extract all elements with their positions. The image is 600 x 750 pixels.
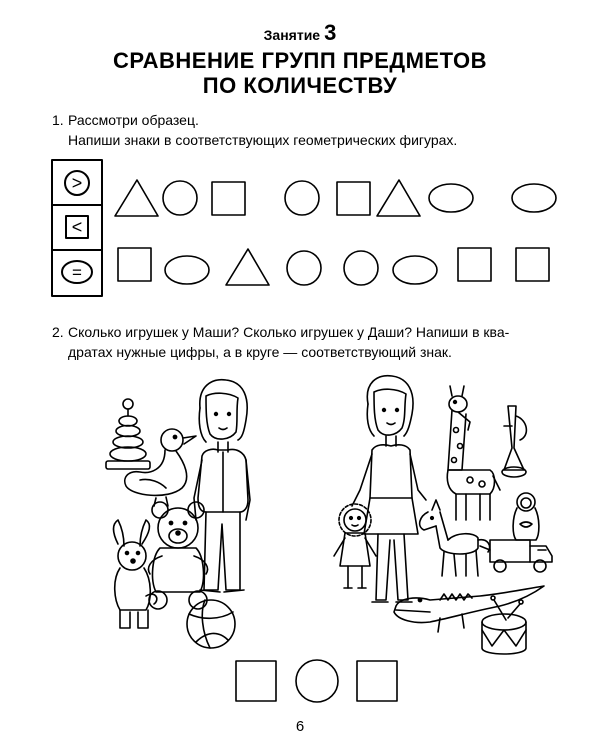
ball <box>187 600 235 648</box>
svg-text:>: > <box>71 173 83 193</box>
answer-circle[interactable] <box>285 181 319 215</box>
lesson-label: Занятие <box>263 27 321 43</box>
sample-equal-sign <box>62 261 92 283</box>
lesson-number: 3 <box>324 20 337 45</box>
answer-ellipse[interactable] <box>165 256 209 284</box>
svg-text:=: = <box>72 263 82 282</box>
answer-circle-compare[interactable] <box>296 660 338 702</box>
sample-greater-sign <box>65 171 89 195</box>
task1-shapes-row2 <box>118 248 549 285</box>
task1-shapes-row1 <box>115 180 556 216</box>
answer-circle[interactable] <box>287 251 321 285</box>
giraffe-toy <box>447 386 500 520</box>
trumpet <box>502 406 526 477</box>
answer-square[interactable] <box>458 248 491 281</box>
task2-number: 2. <box>52 324 64 340</box>
teddy-bear <box>149 502 208 609</box>
answer-square-masha[interactable] <box>236 661 276 701</box>
task2-line1: Сколько игрушек у Маши? Сколько игрушек у Даши? Напиши в ква- <box>68 324 510 340</box>
answer-triangle[interactable] <box>115 180 158 216</box>
answer-ellipse[interactable] <box>393 256 437 284</box>
girl-dasha <box>352 376 426 602</box>
doll <box>334 504 376 588</box>
svg-text:<: < <box>71 217 83 237</box>
answer-square[interactable] <box>118 248 151 281</box>
answer-triangle[interactable] <box>377 180 420 216</box>
sign-sample-panel <box>52 160 102 296</box>
page-title-line2: ПО КОЛИЧЕСТВУ <box>202 73 398 98</box>
answer-triangle[interactable] <box>226 249 269 285</box>
duck-toy <box>125 429 196 506</box>
task1-line2: Напиши знаки в соответствующих геометрических фигурах. <box>68 132 458 148</box>
pyramid-toy <box>106 399 150 469</box>
horse-toy <box>420 500 490 576</box>
task1-line1: Рассмотри образец. <box>68 112 199 128</box>
task1-number: 1. <box>52 112 64 128</box>
answer-square[interactable] <box>337 182 370 215</box>
answer-circle[interactable] <box>344 251 378 285</box>
answer-square[interactable] <box>212 182 245 215</box>
matryoshka <box>513 493 539 540</box>
toy-truck <box>480 540 552 572</box>
answer-ellipse[interactable] <box>512 184 556 212</box>
page-title-line1: СРАВНЕНИЕ ГРУПП ПРЕДМЕТОВ <box>113 48 487 73</box>
crocodile-toy <box>394 586 544 632</box>
answer-square-dasha[interactable] <box>357 661 397 701</box>
page-number: 6 <box>295 718 305 735</box>
task2-answer-row <box>236 660 397 702</box>
sample-less-sign <box>66 216 88 238</box>
answer-circle[interactable] <box>163 181 197 215</box>
answer-ellipse[interactable] <box>429 184 473 212</box>
task2-line2: дратах нужные цифры, а в круге — соответствующий знак. <box>68 344 452 360</box>
answer-square[interactable] <box>516 248 549 281</box>
